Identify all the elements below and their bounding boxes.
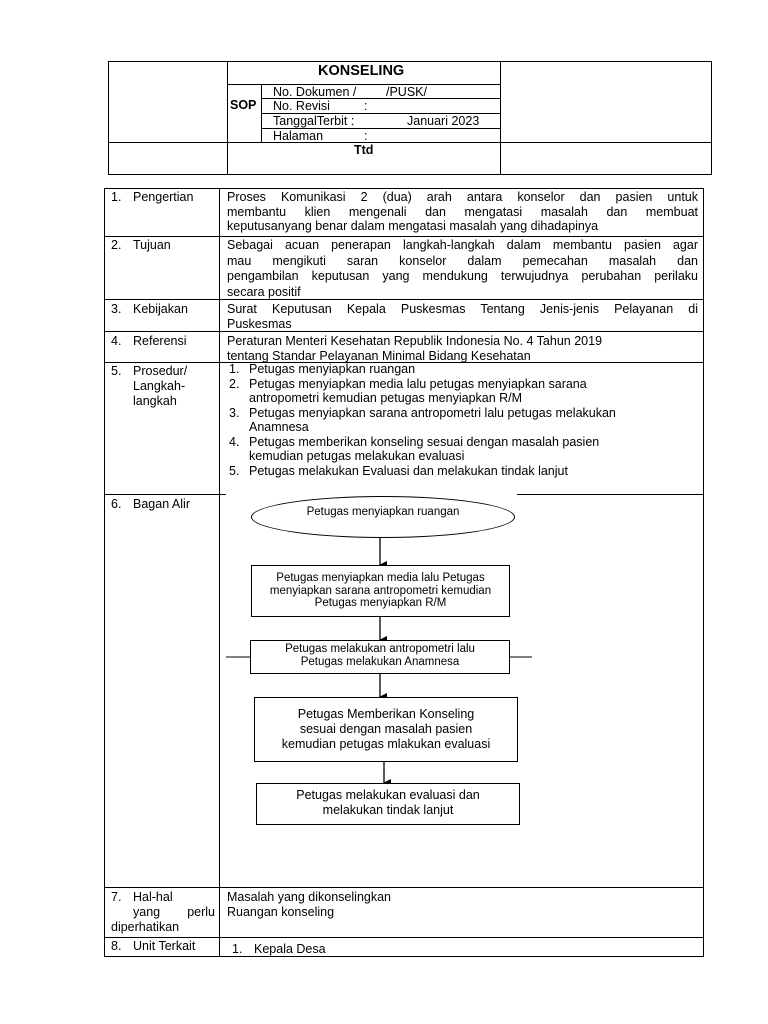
doc-number-label: No. Dokumen /	[273, 85, 357, 99]
section-number: 4.	[111, 334, 122, 348]
issue-date-value: Januari 2023	[407, 114, 480, 128]
issue-date-label: TanggalTerbit :	[273, 114, 355, 128]
flow-start-oval: Petugas menyiapkan ruangan	[251, 496, 515, 538]
revision-label: No. Revisi	[273, 99, 330, 113]
procedure-step: 3. Petugas menyiapkan sarana antropometri lalu petugas melakukan Anamnesa	[229, 405, 616, 434]
section-number: 3.	[111, 302, 122, 316]
section-label-tujuan: Tujuan	[133, 238, 171, 252]
section-number: 1.	[111, 190, 122, 204]
unit-item: Kepala Desa	[254, 942, 326, 956]
revision-value: :	[364, 99, 368, 113]
sop-label: SOP	[230, 98, 257, 112]
page-value: :	[364, 129, 368, 143]
procedure-step: 1. Petugas menyiapkan ruangan	[229, 362, 416, 376]
procedure-step: 2. Petugas menyiapkan media lalu petugas menyiapkan sarana antropometri kemudian petugas menyiapkan R/M	[229, 376, 587, 405]
section-label-bagan-alir: Bagan Alir	[133, 497, 190, 511]
kebijakan-text: Surat Keputusan Kepala Puskesmas Tentang Jenis-jenis Pelayanan di Puskesmas	[227, 302, 698, 331]
halhal-text: Masalah yang dikonselingkan Ruangan konseling	[227, 890, 391, 919]
tujuan-text: Sebagai acuan penerapan langkah-langkah dalam membantu pasien agar mau mengikuti saran konselor dalam pemecahan masalah dan pengambilan keputusan yang mendukung terwujudnya perubahan perilaku secara positif	[227, 238, 698, 299]
section-label-kebijakan: Kebijakan	[133, 302, 188, 316]
flow-step-box: Petugas menyiapkan media lalu Petugas menyiapkan sarana antropometri kemudian Petugas menyiapkan R/M	[251, 565, 510, 617]
referensi-text: Peraturan Menteri Kesehatan Republik Indonesia No. 4 Tahun 2019 tentang Standar Pelayanan Minimal Bidang Kesehatan	[227, 334, 603, 363]
section-number: 6.	[111, 497, 122, 511]
procedure-step: 5. Petugas melakukan Evaluasi dan melakukan tindak lanjut	[229, 463, 568, 478]
unit-item-number: 1.	[232, 942, 243, 956]
section-label-prosedur: Prosedur/ Langkah- langkah	[133, 364, 188, 408]
section-label-halhal: Hal-hal yang perlu diperhatikan	[111, 890, 215, 934]
flow-step-box: Petugas melakukan antropometri lalu Petugas melakukan Anamnesa	[250, 640, 510, 674]
doc-number-value: /PUSK/	[386, 85, 427, 99]
section-number: 8.	[111, 939, 122, 953]
section-label-unit-terkait: Unit Terkait	[133, 939, 196, 953]
section-label-pengertian: Pengertian	[133, 190, 194, 204]
flow-end-box: Petugas melakukan evaluasi dan melakukan tindak lanjut	[256, 783, 520, 825]
signature-label: Ttd	[354, 143, 374, 157]
section-label-referensi: Referensi	[133, 334, 187, 348]
section-number: 5.	[111, 364, 122, 378]
section-number: 7.	[111, 890, 122, 904]
section-number: 2.	[111, 238, 122, 252]
page-title: KONSELING	[318, 63, 405, 79]
procedure-step: 4. Petugas memberikan konseling sesuai dengan masalah pasien kemudian petugas melakukan evaluasi	[229, 434, 600, 463]
flow-step-box: Petugas Memberikan Konseling sesuai dengan masalah pasien kemudian petugas mlakukan evaluasi	[254, 697, 518, 762]
page-label: Halaman	[273, 129, 324, 143]
pengertian-text: Proses Komunikasi 2 (dua) arah antara konselor dan pasien untuk membantu klien mengenali dan mengatasi masalah dan membuat keputusanyang benar dalam mengatasi masalah yang dihadapinya	[227, 190, 698, 233]
